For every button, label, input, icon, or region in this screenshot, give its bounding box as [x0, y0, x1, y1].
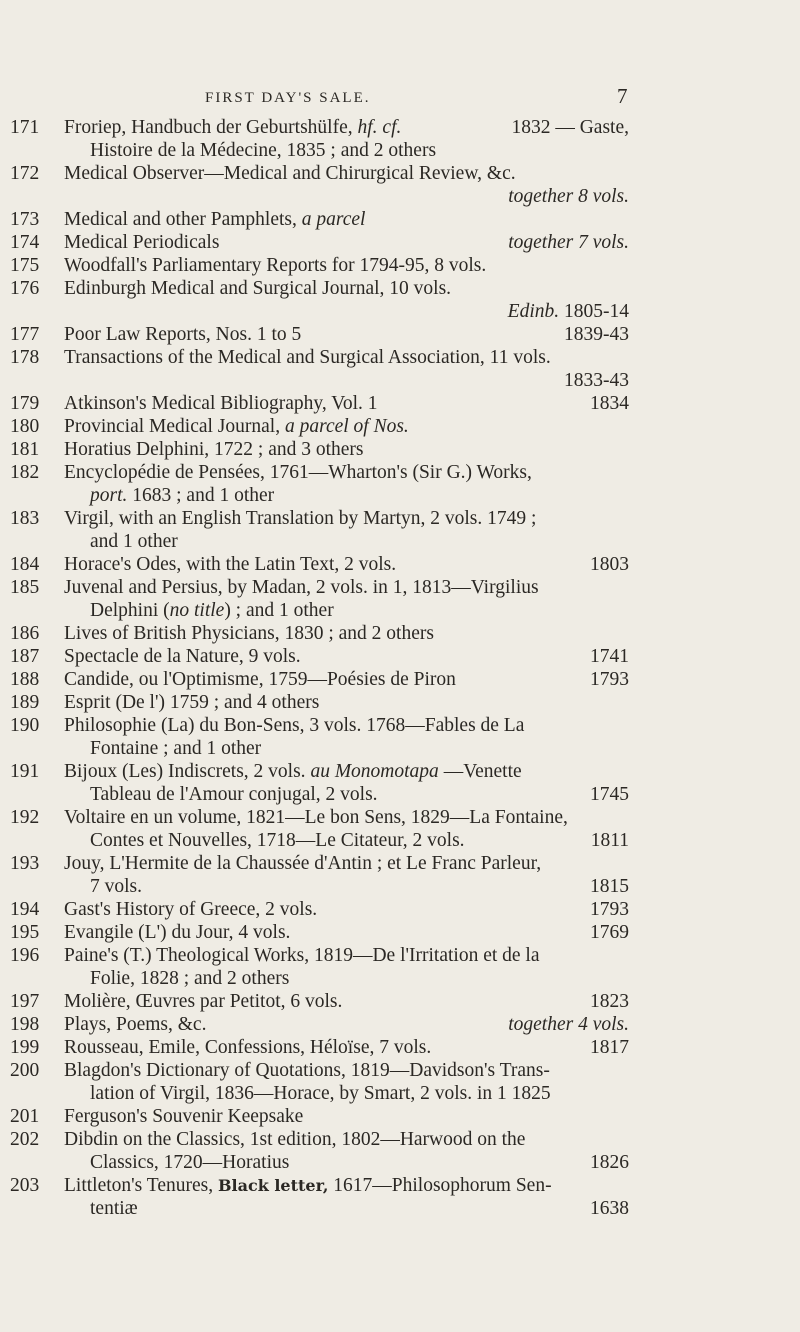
lot-text: Jouy, L'Hermite de la Chaussée d'Antin ; et Le Franc Parleur,: [64, 853, 542, 874]
lot-line: [0, 254, 800, 277]
lot-entry: [0, 668, 800, 691]
lot-line: [0, 300, 800, 323]
lot-text: Provincial Medical Journal,: [64, 416, 285, 437]
lot-text: and 1 other: [90, 531, 178, 552]
lot-text: Voltaire en un volume, 1821—Le bon Sens, 1829—La Fontaine,: [64, 807, 568, 828]
lot-line: [0, 369, 800, 392]
lot-text: a parcel: [301, 209, 366, 230]
lot-number: 199: [10, 1037, 40, 1058]
lot-entry: [0, 438, 800, 461]
lot-line: [0, 231, 800, 254]
lot-entry: [0, 944, 800, 990]
lot-date: 1826: [590, 1152, 629, 1173]
lot-entry: [0, 1036, 800, 1059]
lot-line: [0, 576, 800, 599]
lot-number: 190: [10, 715, 40, 736]
lot-line: [0, 116, 800, 139]
lot-line: [0, 760, 800, 783]
lot-entry: [0, 760, 800, 806]
lot-number: 186: [10, 623, 40, 644]
lot-line: [0, 921, 800, 944]
lot-text: Littleton's Tenures,: [64, 1175, 218, 1196]
lot-text: Evangile (L') du Jour, 4 vols.: [64, 922, 291, 943]
lot-text: 7 vols.: [90, 876, 143, 897]
lot-line: [0, 1151, 800, 1174]
lot-text: 1833-43: [564, 370, 629, 391]
lot-entry: [0, 806, 800, 852]
lot-text: Spectacle de la Nature, 9 vols.: [64, 646, 301, 667]
lot-text: Juvenal and Persius, by Madan, 2 vols. in 1, 1813—Virgilius: [64, 577, 539, 598]
lot-number: 203: [10, 1175, 40, 1196]
lot-date: 1817: [590, 1037, 629, 1058]
lot-entry: [0, 162, 800, 208]
lot-entry: [0, 714, 800, 760]
lot-number: 198: [10, 1014, 40, 1035]
lot-line: [0, 346, 800, 369]
lot-number: 201: [10, 1106, 40, 1127]
lot-number: 174: [10, 232, 40, 253]
lot-line: [0, 438, 800, 461]
lot-entry: [0, 691, 800, 714]
lot-text: Tableau de l'Amour conjugal, 2 vols.: [90, 784, 378, 805]
lot-line: [0, 1082, 800, 1105]
lot-number: 197: [10, 991, 40, 1012]
lot-text: Folie, 1828 ; and 2 others: [90, 968, 290, 989]
lot-text: together 8 vols.: [508, 186, 629, 207]
lot-number: 178: [10, 347, 40, 368]
lot-entry: [0, 231, 800, 254]
lot-entry: [0, 507, 800, 553]
lot-line: [0, 599, 800, 622]
lot-line: [0, 1128, 800, 1151]
lot-text: Medical Observer—Medical and Chirurgical Review, &c.: [64, 163, 516, 184]
lot-number: 180: [10, 416, 40, 437]
running-head: FIRST DAY'S SALE.: [205, 90, 371, 106]
lot-text: a parcel of Nos.: [284, 416, 409, 437]
lot-line: [0, 990, 800, 1013]
lot-entry: [0, 461, 800, 507]
lot-text: Medical Periodicals: [64, 232, 220, 253]
lot-entry: [0, 208, 800, 231]
lot-text: Fontaine ; and 1 other: [90, 738, 262, 759]
page-number: 7: [617, 84, 628, 108]
lot-line: [0, 1197, 800, 1220]
lot-date: 1793: [590, 899, 629, 920]
lot-text: Paine's (T.) Theological Works, 1819—De l'Irritation et de la: [64, 945, 540, 966]
lot-text: no title: [169, 600, 225, 621]
lot-line: [0, 852, 800, 875]
lot-date: 1793: [590, 669, 629, 690]
lot-text: Candide, ou l'Optimisme, 1759—Poésies de Piron: [64, 669, 456, 690]
lot-entry: [0, 921, 800, 944]
lot-number: 187: [10, 646, 40, 667]
lot-line: [0, 530, 800, 553]
lot-text: Contes et Nouvelles, 1718—Le Citateur, 2 vols.: [90, 830, 465, 851]
lot-line: [0, 484, 800, 507]
lot-number: 185: [10, 577, 40, 598]
lot-entry: [0, 852, 800, 898]
lot-number: 179: [10, 393, 40, 414]
lot-text: hf. cf.: [357, 117, 402, 138]
lot-text: Gast's History of Greece, 2 vols.: [64, 899, 318, 920]
lot-text: ) ; and 1 other: [224, 600, 334, 621]
lot-number: 177: [10, 324, 40, 345]
lot-entry: [0, 645, 800, 668]
lot-text: Encyclopédie de Pensées, 1761—Wharton's (Sir G.) Works,: [64, 462, 532, 483]
lot-entry: [0, 1128, 800, 1174]
lot-text: Bijoux (Les) Indiscrets, 2 vols.: [64, 761, 311, 782]
lot-text: Esprit (De l') 1759 ; and 4 others: [64, 692, 320, 713]
lot-line: [0, 1013, 800, 1036]
lot-line: [0, 875, 800, 898]
lot-text: Horace's Odes, with the Latin Text, 2 vols.: [64, 554, 397, 575]
lot-date: 1815: [590, 876, 629, 897]
lot-entry: [0, 277, 800, 323]
lot-text: Classics, 1720—Horatius: [90, 1152, 290, 1173]
lot-date: 1839-43: [564, 324, 629, 345]
lot-entry: [0, 622, 800, 645]
lot-line: [0, 507, 800, 530]
lot-list: [0, 116, 800, 1220]
lot-text: Plays, Poems, &c.: [64, 1014, 207, 1035]
lot-line: [0, 737, 800, 760]
lot-text: Edinburgh Medical and Surgical Journal, 10 vols.: [64, 278, 452, 299]
lot-text: Lives of British Physicians, 1830 ; and 2 others: [64, 623, 434, 644]
lot-text: Rousseau, Emile, Confessions, Héloïse, 7 vols.: [64, 1037, 432, 1058]
lot-number: 183: [10, 508, 40, 529]
lot-line: [0, 553, 800, 576]
lot-text: Atkinson's Medical Bibliography, Vol. 1: [64, 393, 378, 414]
lot-number: 173: [10, 209, 40, 230]
lot-text: Poor Law Reports, Nos. 1 to 5: [64, 324, 302, 345]
lot-number: 194: [10, 899, 40, 920]
lot-number: 192: [10, 807, 40, 828]
lot-text: Transactions of the Medical and Surgical Association, 11 vols.: [64, 347, 551, 368]
lot-number: 189: [10, 692, 40, 713]
lot-entry: [0, 1059, 800, 1105]
lot-entry: [0, 576, 800, 622]
lot-number: 175: [10, 255, 40, 276]
lot-entry: [0, 1013, 800, 1036]
lot-entry: [0, 116, 800, 162]
lot-entry: [0, 254, 800, 277]
lot-date: 1745: [590, 784, 629, 805]
lot-line: [0, 208, 800, 231]
lot-entry: [0, 392, 800, 415]
lot-line: [0, 1059, 800, 1082]
lot-date: 1769: [590, 922, 629, 943]
lot-text: Horatius Delphini, 1722 ; and 3 others: [64, 439, 364, 460]
lot-entry: [0, 553, 800, 576]
lot-text: Histoire de la Médecine, 1835 ; and 2 others: [90, 140, 437, 161]
lot-text: 1617—Philosophorum Sen-: [328, 1175, 552, 1196]
lot-date: 1638: [590, 1198, 629, 1219]
lot-text: Edinb.: [507, 301, 560, 322]
lot-line: [0, 898, 800, 921]
lot-line: [0, 392, 800, 415]
lot-text: 1805-14: [559, 301, 629, 322]
lot-number: 195: [10, 922, 40, 943]
lot-text: Black letter,: [217, 1176, 329, 1195]
lot-number: 172: [10, 163, 40, 184]
lot-entry: [0, 1105, 800, 1128]
lot-text: lation of Virgil, 1836—Horace, by Smart, 2 vols. in 1 1825: [90, 1083, 551, 1104]
lot-date: 1811: [590, 830, 629, 851]
lot-line: [0, 461, 800, 484]
lot-line: [0, 162, 800, 185]
lot-text: 1683 ; and 1 other: [127, 485, 275, 506]
lot-line: [0, 829, 800, 852]
lot-number: 196: [10, 945, 40, 966]
lot-entry: [0, 990, 800, 1013]
lot-text: Molière, Œuvres par Petitot, 6 vols.: [64, 991, 343, 1012]
lot-line: [0, 1036, 800, 1059]
lot-text: Blagdon's Dictionary of Quotations, 1819—Davidson's Trans-: [64, 1060, 550, 1081]
lot-text: Froriep, Handbuch der Geburtshülfe,: [64, 117, 358, 138]
lot-line: [0, 783, 800, 806]
lot-text: Delphini (: [90, 600, 170, 621]
lot-line: [0, 714, 800, 737]
lot-number: 193: [10, 853, 40, 874]
lot-entry: [0, 1174, 800, 1220]
lot-number: 200: [10, 1060, 40, 1081]
lot-text: —Venette: [438, 761, 522, 782]
lot-text: Virgil, with an English Translation by Martyn, 2 vols. 1749 ;: [64, 508, 537, 529]
lot-line: [0, 1105, 800, 1128]
lot-number: 202: [10, 1129, 40, 1150]
lot-number: 182: [10, 462, 40, 483]
lot-line: [0, 806, 800, 829]
lot-text: Woodfall's Parliamentary Reports for 1794-95, 8 vols.: [64, 255, 487, 276]
lot-entry: [0, 415, 800, 438]
lot-number: 176: [10, 278, 40, 299]
lot-line: [0, 645, 800, 668]
lot-text: au Monomotapa: [310, 761, 439, 782]
lot-date: 1741: [590, 646, 629, 667]
lot-line: [0, 944, 800, 967]
lot-entry: [0, 323, 800, 346]
lot-text: port.: [90, 485, 128, 506]
lot-number: 191: [10, 761, 40, 782]
lot-line: [0, 691, 800, 714]
lot-entry: [0, 346, 800, 392]
lot-text: Dibdin on the Classics, 1st edition, 1802—Harwood on the: [64, 1129, 526, 1150]
lot-number: 188: [10, 669, 40, 690]
lot-text: Philosophie (La) du Bon-Sens, 3 vols. 1768—Fables de La: [64, 715, 525, 736]
lot-line: [0, 1174, 800, 1197]
lot-entry: [0, 898, 800, 921]
lot-date: 1832 — Gaste,: [511, 117, 629, 138]
lot-line: [0, 277, 800, 300]
lot-text: Ferguson's Souvenir Keepsake: [64, 1106, 304, 1127]
lot-line: [0, 415, 800, 438]
lot-line: [0, 139, 800, 162]
lot-number: 171: [10, 117, 40, 138]
lot-line: [0, 622, 800, 645]
lot-line: [0, 967, 800, 990]
lot-line: [0, 185, 800, 208]
lot-line: [0, 323, 800, 346]
lot-date: 1823: [590, 991, 629, 1012]
lot-number: 181: [10, 439, 40, 460]
lot-number: 184: [10, 554, 40, 575]
lot-date: 1834: [590, 393, 629, 414]
lot-date: 1803: [590, 554, 629, 575]
lot-text: Medical and other Pamphlets,: [64, 209, 302, 230]
lot-line: [0, 668, 800, 691]
lot-date: together 4 vols.: [508, 1014, 629, 1035]
lot-date: together 7 vols.: [508, 232, 629, 253]
lot-text: tentiæ: [90, 1198, 138, 1219]
